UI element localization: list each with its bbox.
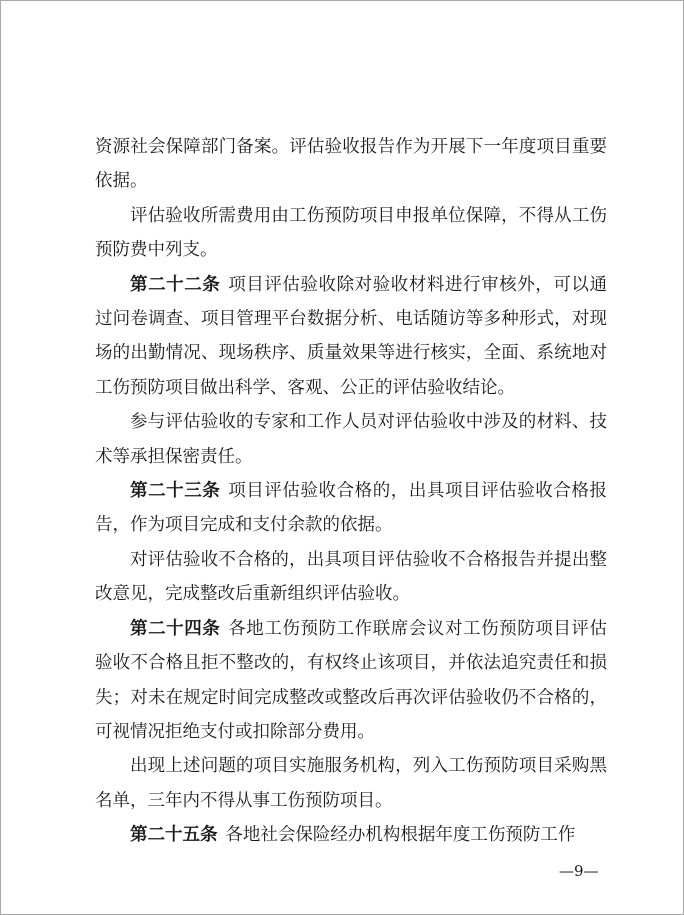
paragraph-6 [95, 543, 607, 612]
paragraph-1-text: 资源社会保障部门备案。评估验收报告作为开展下一年度项目重要依据。 [95, 137, 607, 192]
article-22-text: 项目评估验收除对验收材料进行审核外，可以通过问卷调查、项目管理平台数据分析、电话随访等多种形式，对现场的出勤情况、现场秩序、质量效果等进行核实，全面、系统地对工伤预防项目做出科学、客观、公正的评估验收结论。 [95, 274, 608, 398]
paragraph-8 [95, 749, 607, 818]
paragraph-article-23 [95, 474, 607, 543]
paragraph-article-25 [95, 818, 607, 852]
paragraph-article-24 [95, 612, 607, 750]
article-22-number: 第二十二条 [130, 274, 221, 295]
article-24-number: 第二十四条 [130, 618, 221, 639]
paragraph-4-text: 参与评估验收的专家和工作人员对评估验收中涉及的材料、技术等承担保密责任。 [95, 412, 607, 467]
article-24-text: 各地工伤预防工作联席会议对工伤预防项目评估验收不合格且拒不整改的，有权终止该项目，并依法追究责任和损失；对未在规定时间完成整改或整改后再次评估验收仍不合格的，可视情况拒绝支付或扣除部分费用。 [95, 618, 608, 742]
article-23-number: 第二十三条 [130, 481, 221, 502]
page-number: —9— [559, 862, 599, 880]
article-25-number: 第二十五条 [130, 825, 218, 846]
paragraph-6-text: 对评估验收不合格的，出具项目评估验收不合格报告并提出整改意见，完成整改后重新组织评估验收。 [95, 549, 607, 605]
paragraph-article-22 [95, 268, 607, 406]
paragraph-4 [95, 405, 607, 474]
paragraph-1 [95, 130, 607, 199]
paragraph-2 [95, 199, 607, 268]
paragraph-8-text: 出现上述问题的项目实施服务机构，列入工伤预防项目采购黑名单，三年内不得从事工伤预防项目。 [95, 756, 607, 811]
article-23-text: 项目评估验收合格的，出具项目评估验收合格报告，作为项目完成和支付余款的依据。 [95, 481, 608, 536]
article-25-text: 各地社会保险经办机构根据年度工伤预防工作 [225, 825, 576, 846]
paragraph-2-text: 评估验收所需费用由工伤预防项目申报单位保障，不得从工伤预防费中列支。 [95, 205, 607, 261]
document-body [95, 130, 607, 853]
